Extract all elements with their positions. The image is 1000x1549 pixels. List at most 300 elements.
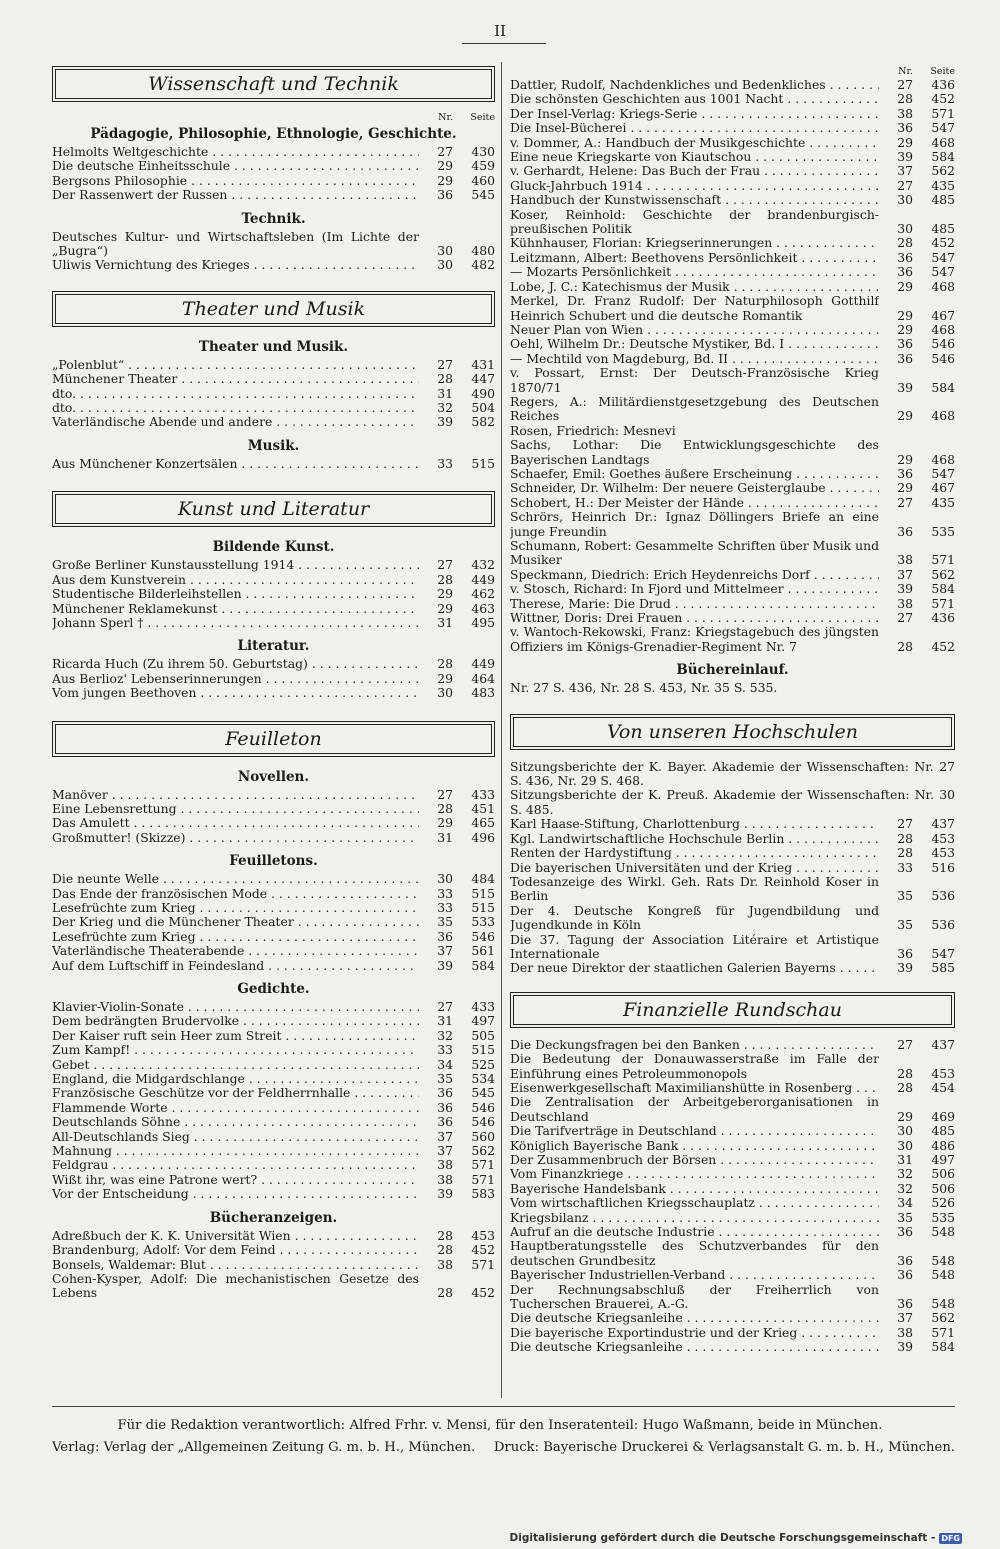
toc-entry [510,121,955,135]
entry-issue-number: 29 [897,321,913,337]
subsection-heading: Theater und Musik. [198,338,349,355]
entry-page-number: 430 [471,144,495,159]
entry-title: Die 37. Tagung der Association Litéraire et Artistique Internationale [510,932,879,961]
entry-issue-number: 35 [437,914,453,930]
entry-wrapped [52,230,495,259]
toc-entry [52,1187,495,1201]
entry-issue-number: 28 [897,845,913,861]
dfg-logo-icon: DFG [941,1533,960,1543]
entry-page-number: 548 [931,1252,955,1268]
entry-title: Manöver . . . [52,788,419,802]
entry-issue-number: 27 [897,1036,913,1052]
entry-page-number: 515 [471,1042,495,1058]
entry-page-number: 562 [931,1310,955,1326]
entry-issue-number: 29 [437,670,453,686]
header-seite: Seite [470,112,495,123]
entry-title: Vor der Entscheidung . . . [52,1187,419,1201]
section-box-finanzielle: Finanzielle Rundschau [510,992,955,1028]
entry-title: All-Deutschlands Sieg . . . [52,1130,419,1144]
entry-wrapped [510,1095,955,1124]
entry-title: Dem bedrängten Brudervolke . . . [52,1014,419,1028]
left-column [52,66,495,1301]
entry-title: Bayerischer Industriellen-Verband . . . [510,1268,879,1282]
toc-entry [510,1124,955,1138]
entry-issue-number: 29 [437,815,453,831]
entry-title: Studentische Bilderleihstellen . . . [52,587,419,601]
toc-entry [510,179,955,193]
entry-title: Die Deckungsfragen bei den Banken . . . [510,1038,879,1052]
entry-title: Bonsels, Waldemar: Blut . . . [52,1258,419,1272]
entry-page-number: 432 [471,557,495,573]
entry-title: Vom wirtschaftlichen Kriegsschauplatz . . . [510,1196,879,1210]
entry-title: Zum Kampf! . . . [52,1043,419,1057]
entry-list [52,1000,495,1202]
entry-page-number: 547 [931,264,955,280]
toc-entry [510,236,955,250]
entry-page-number: 433 [471,999,495,1014]
toc-entry [510,1239,955,1268]
einlauf-text: Nr. 27 S. 436, Nr. 28 S. 453, Nr. 35 S. 535. [510,680,778,696]
entry-issue-number: 31 [437,614,453,630]
toc-entry [510,1095,955,1124]
entry-page-number: 436 [931,77,955,92]
entry-page-number: 480 [471,243,495,259]
toc-entry [52,616,495,630]
toc-entry [52,1115,495,1129]
entry-issue-number: 36 [897,523,913,539]
toc-entry [510,539,955,568]
entry-issue-number: 28 [437,1242,453,1258]
subsection-heading: Novellen. [237,768,310,785]
toc-entry [52,887,495,901]
entry-issue-number: 29 [897,307,913,323]
toc-entry [510,904,955,933]
toc-entry [510,1081,955,1095]
column-header [510,66,955,78]
column-divider [501,62,502,1398]
toc-entry [510,1196,955,1210]
toc-entry [510,510,955,539]
toc-entry [52,1272,495,1301]
toc-entry [510,208,955,237]
entry-title: Vaterländische Theaterabende . . . [52,944,419,958]
toc-entry [52,944,495,958]
toc-entry [52,788,495,802]
entry-page-number: 504 [471,400,495,416]
entry-title: Schobert, H.: Der Meister der Hände . . . [510,496,879,510]
entry-title: Die bayerische Exportindustrie und der Krieg . . . [510,1326,879,1340]
entry-issue-number: 29 [437,158,453,174]
entry-title: dto. . . . [52,387,419,401]
entry-page-number: 465 [471,815,495,831]
entry-issue-number: 31 [437,829,453,845]
entry-page-number: 547 [931,120,955,136]
entry-page-number: 548 [931,1224,955,1240]
entry-page-number: 447 [471,371,495,387]
subsection-heading: Feuilletons. [229,853,318,870]
entry-issue-number: 38 [897,552,913,568]
entry-list [52,788,495,846]
entry-title: Vom jungen Beethoven . . . [52,686,419,700]
entry-title: Handbuch der Kunstwissenschaft . . . [510,193,879,207]
entry-issue-number: 35 [897,917,913,933]
entry-page-number: 436 [931,610,955,626]
entry-title: Der Rechnungsabschluß der Freiherrlich von Tucherschen Brauerei, A.-G. [510,1282,879,1312]
toc-entry [510,832,955,846]
toc-entry [52,1173,495,1187]
entry-list [510,568,955,626]
entry-issue-number: 33 [437,455,453,471]
toc-entry [510,1139,955,1153]
toc-entry [510,481,955,495]
entry-page-number: 496 [471,829,495,845]
entry-issue-number: 35 [437,1071,453,1087]
entry-wrapped [510,395,955,424]
entry-page-number: 545 [471,187,495,203]
entry-issue-number: 39 [897,581,913,597]
subsection-heading: Technik. [241,210,306,227]
entry-title: Regers, A.: Militärdienstgesetzgebung des Deutschen Reiches [510,394,879,424]
entry-page-number: 534 [471,1071,495,1087]
toc-entry [510,1268,955,1282]
entry-issue-number: 31 [897,1152,913,1167]
entry-page-number: 571 [931,595,955,611]
toc-entry [510,294,955,323]
toc-entry [510,323,955,337]
entry-page-number: 560 [471,1128,495,1144]
toc-entry [510,438,955,467]
entry-page-number: 584 [931,379,955,395]
toc-entry [52,457,495,471]
entry-page-number: 452 [471,1242,495,1258]
toc-entry [52,1043,495,1057]
entry-issue-number: 30 [437,871,453,887]
entry-issue-number: 30 [437,685,453,701]
entry-page-number: 452 [931,235,955,251]
toc-entry [52,1101,495,1115]
entry-title: v. Possart, Ernst: Der Deutsch-Französische Krieg 1870/71 [510,366,879,395]
subsection-heading: Musik. [247,437,300,454]
entry-issue-number: 29 [437,172,453,188]
entry-title: Karl Haase-Stiftung, Charlottenburg . . . [510,817,879,831]
entry-list [52,358,495,430]
entry-page-number: 485 [931,1123,955,1139]
entry-list [52,657,495,700]
entry-issue-number: 28 [897,91,913,107]
entry-page-number: 546 [471,928,495,944]
entry-title: Vaterländische Abende und andere . . . [52,415,419,429]
entry-issue-number: 39 [437,1186,453,1202]
entry-page-number: 449 [471,571,495,587]
entry-title: Sachs, Lothar: Die Entwicklungsgeschichte des Bayerischen Landtags [510,438,879,467]
entry-title: Oehl, Wilhelm Dr.: Deutsche Mystiker, Bd. I . . . [510,337,879,351]
entry-page-number: 547 [931,465,955,481]
entry-title: Therese, Marie: Die Drud . . . [510,597,879,611]
entry-title: Klavier-Violin-Sonate . . . [52,1000,419,1014]
entry-issue-number: 37 [437,943,453,959]
toc-entry [510,568,955,582]
entry-title: Der 4. Deutsche Kongreß für Jugendbildung und Jugendkunde in Köln [510,903,879,933]
entry-title: Cohen-Kysper, Adolf: Die mechanistischen Gesetze des Lebens [52,1271,419,1301]
toc-entry [52,573,495,587]
toc-entry [52,358,495,372]
entry-page-number: 437 [931,816,955,832]
toc-entry [510,961,955,975]
entry-page-number: 453 [931,830,955,846]
entry-page-number: 452 [931,638,955,654]
header-seite: Seite [930,66,955,77]
toc-entry [510,1167,955,1181]
entry-title: Das Amulett . . . [52,816,419,830]
footer-verlag: Verlag: Verlag der „Allgemeinen Zeitung G. m. b. H., München. [52,1440,476,1455]
entry-issue-number: 38 [437,1256,453,1272]
entry-page-number: 571 [471,1157,495,1173]
entry-title: Ricarda Huch (Zu ihrem 50. Geburtstag) . . . [52,657,419,671]
toc-entry [52,1229,495,1243]
toc-entry [52,258,495,272]
entry-title: Der Kaiser ruft sein Heer zum Streit . . . [52,1029,419,1043]
entry-title: Schneider, Dr. Wilhelm: Der neuere Geisterglaube . . . [510,481,879,495]
entry-page-number: 582 [471,414,495,430]
entry-title: Renten der Hardystiftung . . . [510,846,879,860]
entry-title: Deutsches Kultur- und Wirtschaftsleben (Im Lichte der „Bugra“) [52,229,419,259]
toc-entry [52,1144,495,1158]
entry-issue-number: 36 [897,264,913,280]
entry-title: Schaefer, Emil: Goethes äußere Erscheinung . . . [510,467,879,481]
entry-wrapped [510,1283,955,1312]
page-number-rule [462,43,546,44]
entry-title: Flammende Worte . . . [52,1101,419,1115]
entry-page-number: 463 [471,600,495,616]
entry-list [510,1268,955,1282]
entry-issue-number: 37 [437,1128,453,1144]
entry-page-number: 526 [931,1195,955,1211]
toc-entry [52,1130,495,1144]
section-box-theater: Theater und Musik [52,291,495,327]
toc-entry [510,366,955,395]
entry-issue-number: 36 [437,928,453,944]
entry-list [510,236,955,294]
entry-title: Johann Sperl † . . . [52,616,419,630]
entry-page-number: 505 [471,1027,495,1043]
entry-title: Uliwis Vernichtung des Krieges . . . [52,258,419,272]
entry-page-number: 546 [931,336,955,352]
section-box-hochschulen: Von unseren Hochschulen [510,714,955,750]
footer-editorial: Für die Redaktion verantwortlich: Alfred Frhr. v. Mensi, für den Inseratenteil: Hugo Waßmann, beide in München. [117,1418,883,1433]
toc-entry [510,193,955,207]
toc-entry [52,831,495,845]
entry-issue-number: 28 [897,235,913,251]
entry-title: Schrörs, Heinrich Dr.: Ignaz Döllingers Briefe an eine junge Freundin [510,510,879,539]
entry-title: Die neunte Welle . . . [52,872,419,886]
entry-page-number: 506 [931,1180,955,1196]
entry-title: Kgl. Landwirtschaftliche Hochschule Berlin . . . [510,832,879,846]
entry-title: Münchener Reklamekunst . . . [52,602,419,616]
subsection-heading: Literatur. [237,638,310,655]
entry-plain: Rosen, Friedrich: Mesnevi [510,422,676,438]
entry-page-number: 548 [931,1296,955,1312]
entry-page-number: 571 [471,1171,495,1187]
entry-page-number: 467 [931,480,955,496]
entry-title: Gluck-Jahrbuch 1914 . . . [510,179,879,193]
entry-issue-number: 37 [897,1310,913,1326]
toc-entry [52,558,495,572]
toc-entry [52,872,495,886]
entry-issue-number: 30 [437,257,453,273]
entry-issue-number: 29 [897,480,913,496]
entry-title: Eine neue Kriegskarte von Kiautschou . . . [510,150,879,164]
entry-issue-number: 36 [897,336,913,352]
entry-issue-number: 36 [437,187,453,203]
entry-issue-number: 36 [897,350,913,366]
entry-title: Lesefrüchte zum Krieg . . . [52,930,419,944]
toc-entry [510,582,955,596]
toc-entry [510,1326,955,1340]
entry-page-number: 468 [931,134,955,150]
entry-list [510,1124,955,1239]
entry-page-number: 525 [471,1056,495,1072]
entry-title: — Mozarts Persönlichkeit . . . [510,265,879,279]
toc-entry [52,1158,495,1172]
toc-entry [510,136,955,150]
entry-title: Leitzmann, Albert: Beethovens Persönlichkeit . . . [510,251,879,265]
entry-title: Schumann, Robert: Gesammelte Schriften über Musik und Musiker [510,539,879,568]
toc-entry [510,164,955,178]
entry-title: Kühnhauser, Florian: Kriegserinnerungen . . . [510,236,879,250]
header-nr: Nr. [898,66,913,77]
entry-title: Speckmann, Diedrich: Erich Heydenreichs Dorf . . . [510,568,879,582]
entry-issue-number: 27 [437,999,453,1014]
entry-issue-number: 28 [437,1227,453,1243]
entry-page-number: 468 [931,321,955,337]
entry-issue-number: 34 [897,1195,913,1211]
toc-entry [52,802,495,816]
entry-issue-number: 39 [897,149,913,165]
entry-list [52,1229,495,1272]
entry-page-number: 535 [931,1209,955,1225]
subsection-heading: Bildende Kunst. [212,539,335,556]
entry-title: Aus Berlioz' Lebenserinnerungen . . . [52,672,419,686]
entry-page-number: 495 [471,614,495,630]
entry-wrapped [510,294,955,323]
entry-page-number: 482 [471,257,495,273]
toc-entry [510,496,955,510]
toc-entry [510,150,955,164]
page-number: II [494,22,506,40]
entry-page-number: 515 [471,455,495,471]
entry-issue-number: 27 [437,557,453,573]
entry-title: Lesefrüchte zum Krieg . . . [52,901,419,915]
entry-issue-number: 33 [437,899,453,915]
entry-page-number: 453 [931,1065,955,1081]
toc-entry [52,657,495,671]
entry-page-number: 535 [931,523,955,539]
entry-page-number: 437 [931,1036,955,1052]
toc-entry [510,933,955,962]
entry-page-number: 515 [471,899,495,915]
entry-title: Hauptberatungsstelle des Schutzverbandes für den deutschen Grundbesitz [510,1239,879,1268]
entry-wrapped [510,625,955,654]
section-box-wissenschaft: Wissenschaft und Technik [52,66,495,102]
entry-issue-number: 27 [897,610,913,626]
entry-wrapped [510,510,955,539]
entry-issue-number: 28 [897,1079,913,1095]
toc-entry [510,78,955,92]
toc-entry [510,1038,955,1052]
entry-issue-number: 31 [437,1013,453,1029]
entry-issue-number: 39 [437,414,453,430]
toc-entry [510,846,955,860]
entry-issue-number: 36 [897,1224,913,1240]
entry-issue-number: 29 [897,1108,913,1124]
entry-issue-number: 27 [897,494,913,510]
entry-title: Die Zentralisation der Arbeitgeberorganisationen in Deutschland [510,1095,879,1124]
entry-issue-number: 31 [437,385,453,401]
entry-page-number: 485 [931,192,955,208]
entry-title: Die deutsche Kriegsanleihe . . . [510,1311,879,1325]
toc-entry [510,597,955,611]
entry-list [510,1038,955,1052]
entry-title: Deutschlands Söhne . . . [52,1115,419,1129]
entry-title: Dattler, Rudolf, Nachdenkliches und Bedenkliches . . . [510,78,879,92]
entry-plain: Sitzungsberichte der K. Preuß. Akademie der Wissenschaften: Nr. 30 S. 485. [510,787,955,817]
entry-title: Bayerische Handelsbank . . . [510,1182,879,1196]
entry-title: Die bayerischen Universitäten und der Krieg . . . [510,861,879,875]
entry-issue-number: 29 [897,408,913,424]
entry-title: Die Bedeutung der Donauwasserstraße im Falle der Einführung eines Petroleummonopols [510,1052,879,1081]
entry-title: Große Berliner Kunstausstellung 1914 . . . [52,558,419,572]
entry-list [52,258,495,272]
entry-issue-number: 36 [897,120,913,136]
toc-entry [510,817,955,831]
subsection-heading: Pädagogie, Philosophie, Ethnologie, Geschichte. [90,126,457,142]
toc-entry [510,337,955,351]
entry-title: Todesanzeige des Wirkl. Geh. Rats Dr. Reinhold Koser in Berlin [510,874,879,904]
toc-entry [52,1029,495,1043]
entry-issue-number: 35 [897,1209,913,1225]
entry-list [510,323,955,366]
toc-entry [52,915,495,929]
entry-title: Aufruf an die deutsche Industrie . . . [510,1225,879,1239]
entry-issue-number: 29 [897,134,913,150]
entry-issue-number: 28 [897,638,913,654]
footer-druck: Druck: Bayerische Druckerei & Verlagsanstalt G. m. b. H., München. [493,1440,955,1455]
entry-issue-number: 28 [897,1065,913,1081]
entry-issue-number: 36 [897,1252,913,1268]
entry-issue-number: 37 [897,163,913,179]
entry-page-number: 506 [931,1166,955,1182]
entry-page-number: 561 [471,943,495,959]
entry-issue-number: 39 [897,1339,913,1355]
entry-issue-number: 28 [437,1285,453,1301]
entry-page-number: 562 [931,566,955,582]
entry-title: Die deutsche Kriegsanleihe . . . [510,1340,879,1354]
toc-entry [510,92,955,106]
entry-title: Die schönsten Geschichten aus 1001 Nacht . . . [510,92,879,106]
entry-title: Münchener Theater . . . [52,372,419,386]
entry-issue-number: 27 [437,786,453,802]
entry-title: Koser, Reinhold: Geschichte der brandenburgisch-preußischen Politik [510,207,879,237]
entry-title: Gebet . . . [52,1058,419,1072]
entry-title: Neuer Plan von Wien . . . [510,323,879,337]
entry-page-number: 431 [471,356,495,372]
entry-page-number: 468 [931,451,955,467]
entry-title: Die deutsche Einheitsschule . . . [52,159,419,173]
entry-page-number: 435 [931,177,955,193]
entry-page-number: 548 [931,1267,955,1283]
entry-issue-number: 27 [437,356,453,372]
entry-wrapped [510,1239,955,1268]
